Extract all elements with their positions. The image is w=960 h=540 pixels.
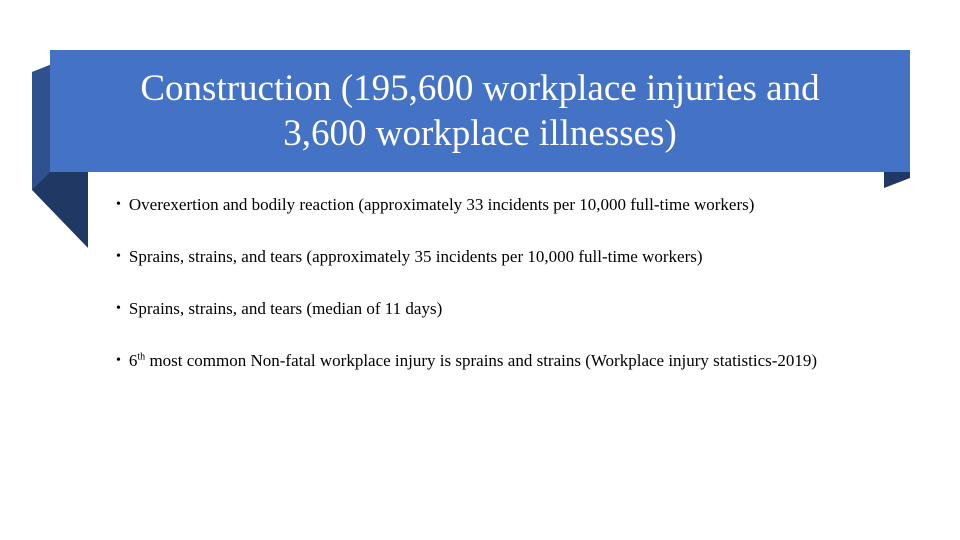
bullet-list — [114, 194, 834, 373]
bullet-dot: • — [116, 301, 121, 316]
bullet-text: Sprains, strains, and tears (median of 11 days) — [128, 299, 443, 318]
bullet-dot: • — [116, 197, 121, 212]
bullet-superscript: th — [137, 351, 146, 363]
bullet-item — [114, 350, 834, 373]
bullet-item — [114, 298, 834, 321]
bullet-dot: • — [116, 249, 121, 264]
bullet-dot: • — [116, 353, 121, 368]
bullet-item — [114, 246, 834, 269]
bullet-item — [114, 194, 834, 217]
bullet-text: Sprains, strains, and tears (approximately 35 incidents per 10,000 full-time workers) — [128, 247, 703, 266]
bullet-number: 6 — [128, 351, 138, 370]
right-ribbon-fold — [884, 172, 910, 188]
slide-title: Construction (195,600 workplace injuries and 3,600 workplace illnesses) — [140, 68, 820, 154]
left-ribbon-shade — [32, 66, 50, 190]
bullet-text: Overexertion and bodily reaction (approximately 33 incidents per 10,000 full-time workers) — [128, 195, 755, 214]
bullet-text: most common Non-fatal workplace injury is sprains and strains (Workplace injury statistics-2019) — [145, 351, 818, 370]
title-banner — [50, 50, 910, 172]
